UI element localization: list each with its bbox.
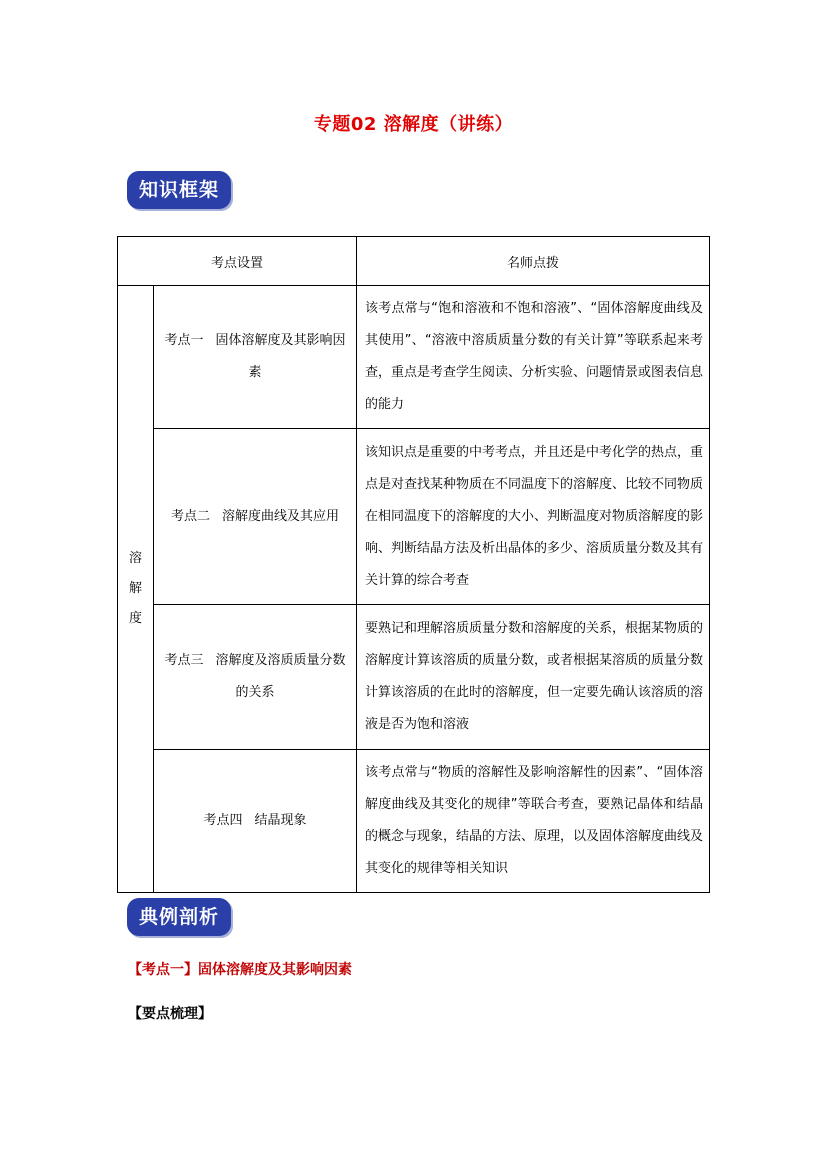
table-row — [118, 605, 710, 750]
table-row — [118, 750, 710, 893]
point-name: 固体溶解度及其影响因素 — [215, 333, 346, 380]
point-name: 溶解度及溶质质量分数的关系 — [215, 653, 346, 700]
page-title: 专题02 溶解度（讲练） — [313, 114, 514, 135]
point-label: 考点四 — [203, 813, 243, 828]
point-label: 考点一 — [164, 333, 204, 348]
table-header-row — [118, 237, 710, 286]
table-row — [118, 429, 710, 605]
point-cell — [154, 605, 357, 750]
point-name: 结晶现象 — [254, 813, 307, 828]
point-cell — [154, 750, 357, 893]
category-cell — [118, 286, 154, 893]
header-points: 考点设置 — [118, 237, 357, 286]
tip-cell: 该考点常与“物质的溶解性及影响溶解性的因素”、“固体溶解度曲线及其变化的规律”等联合考查，要熟记晶体和结晶的概念与现象，结晶的方法、原理，以及固体溶解度曲线及其变化的规律等相关知识 — [357, 750, 710, 893]
category-label: 溶 解 度 — [128, 551, 142, 626]
knowledge-table — [117, 236, 710, 893]
sub-heading: 【要点梳理】 — [128, 1006, 212, 1022]
typical-examples-badge: 典例剖析 — [127, 898, 231, 936]
point-label: 考点二 — [170, 508, 210, 524]
knowledge-framework-badge: 知识框架 — [127, 171, 231, 209]
tip-cell: 该考点常与“饱和溶液和不饱和溶液”、“固体溶解度曲线及其使用”、“溶液中溶质质量分数的有关计算”等联系起来考查，重点是考查学生阅读、分析实验、问题情景或图表信息的能力 — [357, 286, 710, 429]
section-heading: 【考点一】固体溶解度及其影响因素 — [128, 962, 352, 978]
tip-cell: 要熟记和理解溶质质量分数和溶解度的关系，根据某物质的溶解度计算该溶质的质量分数，或者根据某溶质的质量分数计算该溶质的在此时的溶解度，但一定要先确认该溶质的溶液是否为饱和溶液 — [357, 605, 710, 750]
point-name: 溶解度曲线及其应用 — [222, 508, 340, 524]
tip-cell: 该知识点是重要的中考考点，并且还是中考化学的热点，重点是对查找某种物质在不同温度下的溶解度、比较不同物质在相同温度下的溶解度的大小、判断温度对物质溶解度的影响、判断结晶方法及析出晶体的多少、溶质质量分数及其有关计算的综合考查 — [357, 429, 710, 605]
table-row — [118, 286, 710, 429]
point-cell — [154, 286, 357, 429]
point-label: 考点三 — [164, 653, 204, 668]
point-cell — [154, 429, 357, 605]
header-tips: 名师点拨 — [357, 237, 710, 286]
